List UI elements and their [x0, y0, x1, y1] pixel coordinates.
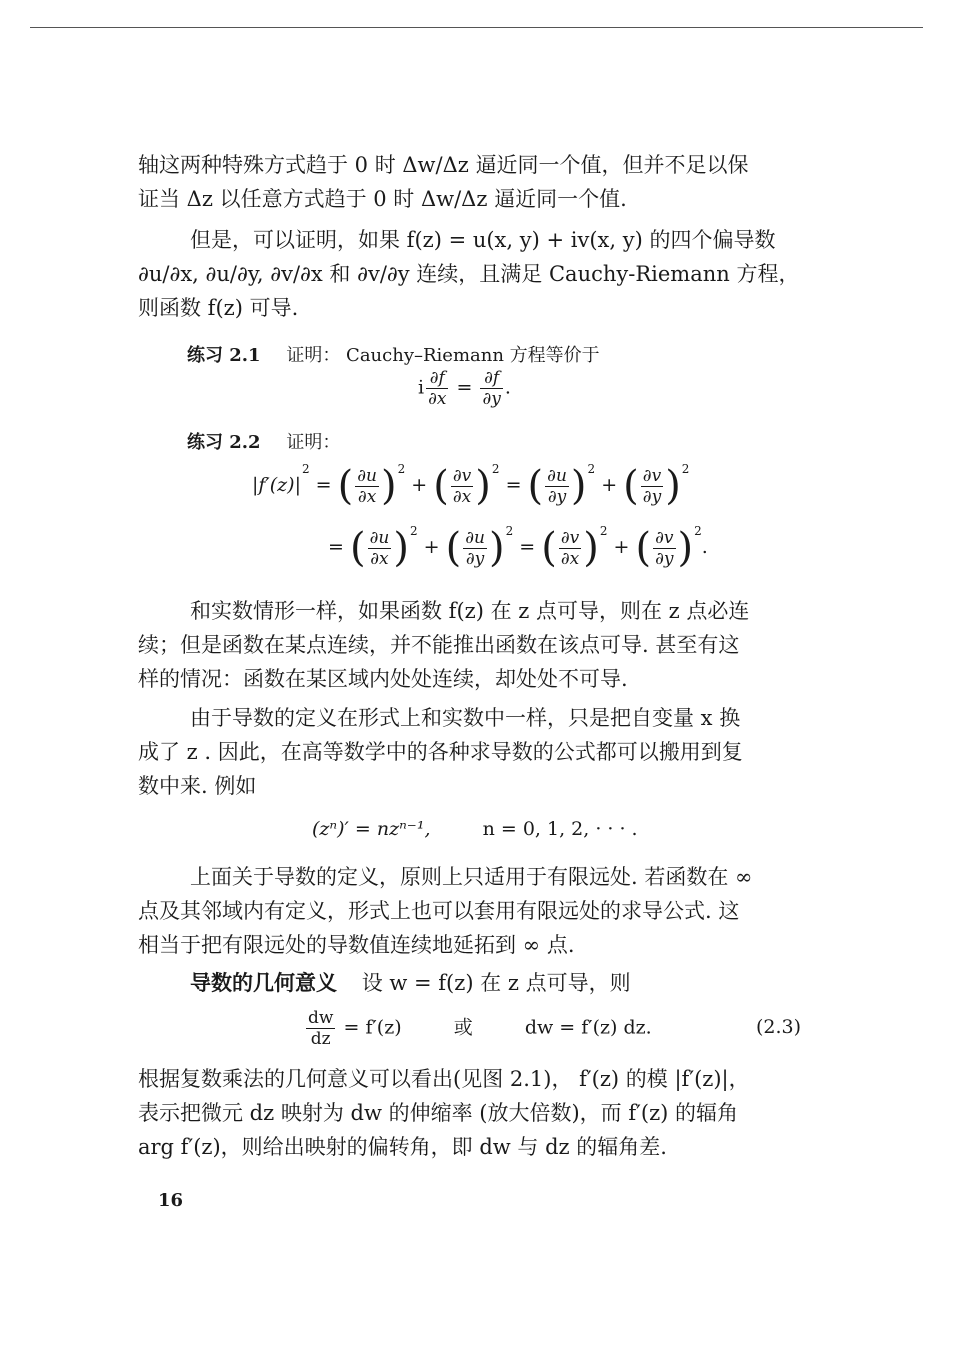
fraction-den: ∂x: [451, 486, 473, 507]
exercise-2-2: [187, 430, 340, 456]
fraction-num: dw: [308, 1008, 334, 1028]
fraction-den: ∂y: [463, 548, 487, 569]
paragraph-5-line-3: 相当于把有限远处的导数值连续地延拓到 ∞ 点.: [138, 933, 575, 957]
fraction-df-dy: [480, 368, 502, 409]
fraction-den: ∂x: [559, 548, 581, 569]
paragraph-3-line-2: 续；但是函数在某点连续，并不能推出函数在该点可导. 甚至有这: [138, 633, 740, 657]
fraction-den: ∂y: [482, 389, 501, 409]
header-rule: [30, 27, 923, 28]
paragraph-1: [138, 148, 802, 216]
paragraph-7-line-1: 根据复数乘法的几何意义可以看出(见图 2.1)， f′(z) 的模 |f′(z)|，: [138, 1067, 750, 1091]
plus-sign: +: [601, 474, 618, 496]
formula-period: .: [701, 536, 708, 558]
fraction-den: ∂y: [545, 486, 569, 507]
paragraph-2-line-1: 但是，可以证明，如果 f(z) = u(x, y) + iv(x, y) 的四个偏导数: [190, 228, 776, 252]
fraction-num: ∂u: [547, 465, 567, 486]
superscript: 2: [599, 524, 608, 538]
formula-i: i: [418, 376, 425, 399]
equals-sign: =: [328, 536, 344, 558]
fraction-den: ∂y: [642, 486, 662, 507]
fraction-num: ∂f: [484, 368, 500, 388]
plus-sign: +: [613, 536, 630, 558]
plus-sign: +: [411, 474, 428, 496]
paragraph-5-line-1: 上面关于导数的定义，原则上只适用于有限远处. 若函数在 ∞: [190, 865, 753, 889]
fraction-num: ∂u: [465, 527, 485, 548]
fraction-den: ∂x: [428, 389, 447, 409]
superscript: 2: [409, 524, 418, 538]
fraction-num: ∂v: [655, 527, 674, 548]
equals-sign: =: [505, 474, 522, 496]
exercise-2-1: [187, 343, 600, 369]
paragraph-2-line-3: 则函数 f(z) 可导.: [138, 296, 299, 320]
formula-2-3: [304, 1008, 652, 1049]
fraction-num: ∂v: [642, 465, 662, 486]
formula-period: .: [504, 376, 511, 399]
equals-sign: =: [315, 474, 332, 496]
exercise-2-2-text: 证明：: [286, 432, 341, 453]
superscript: 2: [505, 524, 514, 538]
paragraph-6-line-1: [138, 966, 802, 1000]
paragraph-7-line-2: 表示把微元 dz 映射为 dw 的伸缩率 (放大倍数)，而 f′(z) 的辐角: [138, 1101, 739, 1125]
paragraph-7: [138, 1062, 802, 1164]
fraction-num: ∂v: [560, 527, 580, 548]
superscript: 2: [397, 462, 406, 476]
paragraph-6: [138, 966, 802, 1000]
superscript: 2: [587, 462, 596, 476]
paragraph-1-line-2: 证当 Δz 以任意方式趋于 0 时 Δw/Δz 逼近同一个值.: [138, 187, 627, 211]
fraction-num: ∂v: [452, 465, 472, 486]
fraction-df-dx: [426, 368, 448, 409]
equation-tag-2-3: (2.3): [756, 1016, 802, 1038]
exercise-2-2-label: 练习 2.2: [187, 432, 261, 453]
exercise-2-1-label: 练习 2.1: [187, 345, 261, 366]
paragraph-3-line-1: 和实数情形一样，如果函数 f(z) 在 z 点可导，则在 z 点必连: [190, 599, 750, 623]
section-heading-geometric-meaning: 导数的几何意义: [190, 970, 337, 995]
plus-sign: +: [423, 536, 440, 558]
paragraph-4-line-3: 数中来. 例如: [138, 774, 257, 798]
paragraph-2-line-2: ∂u/∂x, ∂u/∂y, ∂v/∂x 和 ∂v/∂y 连续，且满足 Cauchy-Riemann 方程，: [138, 262, 800, 286]
paragraph-1-line-1: 轴这两种特殊方式趋于 0 时 Δw/Δz 逼近同一个值，但并不足以保: [138, 153, 749, 177]
formula-equals: =: [456, 376, 473, 399]
formula-2-3-rhs1: = f′(z): [343, 1016, 402, 1039]
fraction-num: ∂f: [429, 368, 445, 388]
fraction-den: dz: [306, 1028, 335, 1049]
paragraph-4-line-2: 成了 z . 因此，在高等数学中的各种求导数的公式都可以搬用到复: [138, 740, 743, 764]
fraction-num: ∂u: [357, 465, 377, 486]
exercise-2-2-equation-line-2: = ( $\frac{\partial u}{\partial x}$ )$^2$ + ( $\frac{\partial u}{\partial y}$ )$^2$ = ( $\frac{\partial v}{\partial x}$ )$^2$ + ( $\frac{\partial v}{\partial y}$ )$^2$.: [328, 524, 708, 571]
paragraph-5: [138, 860, 802, 962]
paragraph-2: [138, 223, 802, 325]
paragraph-4: [138, 701, 802, 803]
modulus-f-prime: |f′(z)|: [252, 474, 301, 496]
superscript: 2: [301, 462, 310, 476]
exercise-2-1-formula: [418, 368, 511, 409]
superscript: 2: [694, 524, 702, 538]
formula-power-rhs: n = 0, 1, 2, · · · .: [482, 818, 638, 840]
superscript: 2: [681, 462, 690, 476]
fraction-den: ∂x: [368, 548, 392, 569]
exercise-2-1-text: 证明： Cauchy–Riemann 方程等价于: [286, 345, 600, 366]
fraction-dw-dz: [306, 1008, 335, 1049]
page-number: 16: [158, 1190, 184, 1211]
exercise-2-2-equation-line-1: $|f'(z)|^2$ = ( $\frac{\partial u}{\partial x}$ )$^2$ + ( $\frac{\partial v}{\partial x}$ )$^2$ = ( $\frac{\partial u}{\partial y}$ )$^2$ + ( $\frac{\partial v}{\partial y}$ )$^2$: [252, 462, 690, 509]
fraction-den: ∂y: [655, 548, 674, 569]
paragraph-3-line-3: 样的情况：函数在某区域内处处连续，却处处不可导.: [138, 667, 628, 691]
formula-2-3-rhs2: dw = f′(z) dz.: [524, 1016, 652, 1039]
superscript: 2: [491, 462, 500, 476]
paragraph-7-line-3: arg f′(z)，则给出映射的偏转角，即 dw 与 dz 的辐角差.: [138, 1135, 667, 1159]
equals-sign: =: [519, 536, 536, 558]
formula-2-3-or: 或: [453, 1016, 473, 1039]
paragraph-5-line-2: 点及其邻域内有定义，形式上也可以套用有限远处的求导公式. 这: [138, 899, 740, 923]
fraction-den: ∂x: [355, 486, 379, 507]
paragraph-6-text: 设 w = f(z) 在 z 点可导，则: [361, 971, 631, 995]
paragraph-3: [138, 594, 802, 696]
formula-power-lhs: (zⁿ)′ = nzⁿ⁻¹,: [312, 818, 431, 840]
formula-power-rule: [312, 818, 638, 840]
fraction-num: ∂u: [369, 527, 390, 548]
paragraph-4-line-1: 由于导数的定义在形式上和实数中一样，只是把自变量 x 换: [190, 706, 741, 730]
